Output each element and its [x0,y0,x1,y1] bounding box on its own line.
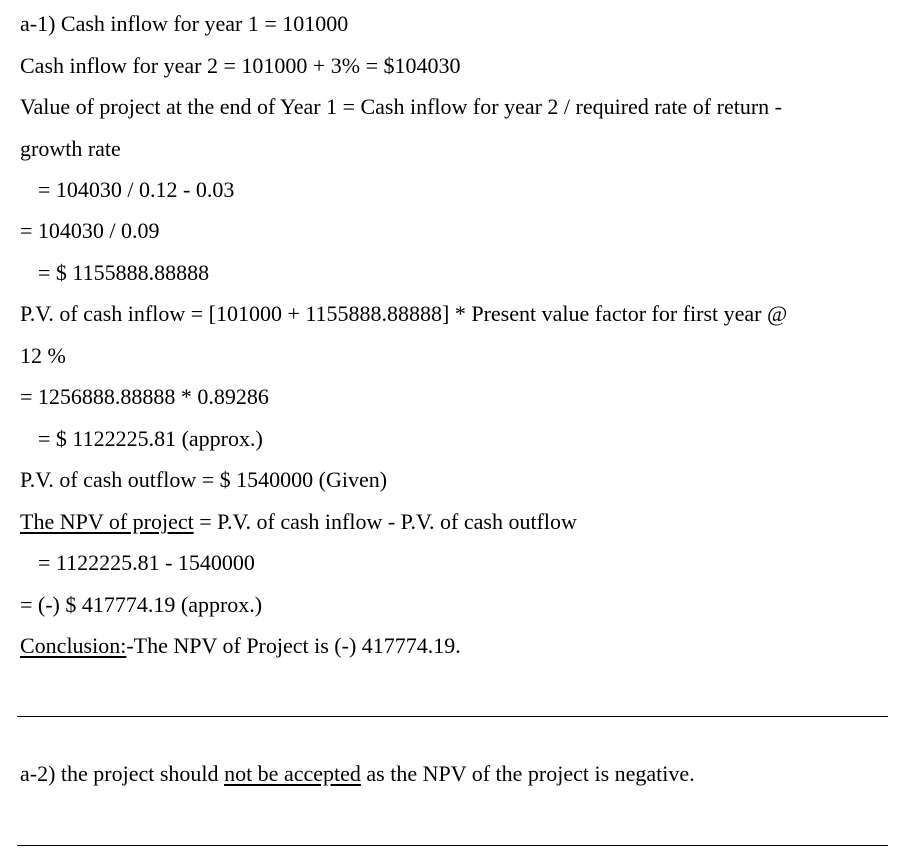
npv-formula: = P.V. of cash inflow - P.V. of cash outflow [193,509,577,534]
a2-prefix: a-2) the project should [20,761,225,786]
conclusion-line [20,632,461,660]
project-value-result: = $ 1155888.88888 [38,260,210,285]
part-a2-line [20,760,695,788]
npv-result: = (-) $ 417774.19 (approx.) [20,592,263,617]
project-value-step-1: = 104030 / 0.12 - 0.03 [38,177,235,202]
pv-inflow-formula-cont: 12 % [20,343,66,368]
npv-step: = 1122225.81 - 1540000 [38,550,255,575]
project-value-formula-cont: growth rate [20,136,121,161]
conclusion-text: -The NPV of Project is (-) 417774.19. [126,633,461,658]
conclusion-label: Conclusion: [20,633,127,658]
cash-inflow-year-1: a-1) Cash inflow for year 1 = 101000 [20,11,349,36]
pv-inflow-step: = 1256888.88888 * 0.89286 [20,384,269,409]
project-value-formula: Value of project at the end of Year 1 = Cash inflow for year 2 / required rate of return - [20,94,782,119]
pv-inflow-result: = $ 1122225.81 (approx.) [38,426,263,451]
section-divider [17,716,888,717]
cash-inflow-year-2: Cash inflow for year 2 = 101000 + 3% = $104030 [20,53,461,78]
bottom-divider [17,845,888,846]
a2-suffix: as the NPV of the project is negative. [360,761,695,786]
pv-outflow: P.V. of cash outflow = $ 1540000 (Given) [20,467,388,492]
a2-emphasis: not be accepted [224,761,361,786]
pv-inflow-formula: P.V. of cash inflow = [101000 + 1155888.88888] * Present value factor for first year @ [20,301,788,326]
project-value-step-2: = 104030 / 0.09 [20,218,160,243]
npv-label: The NPV of project [20,509,194,534]
npv-formula-line [20,508,577,536]
